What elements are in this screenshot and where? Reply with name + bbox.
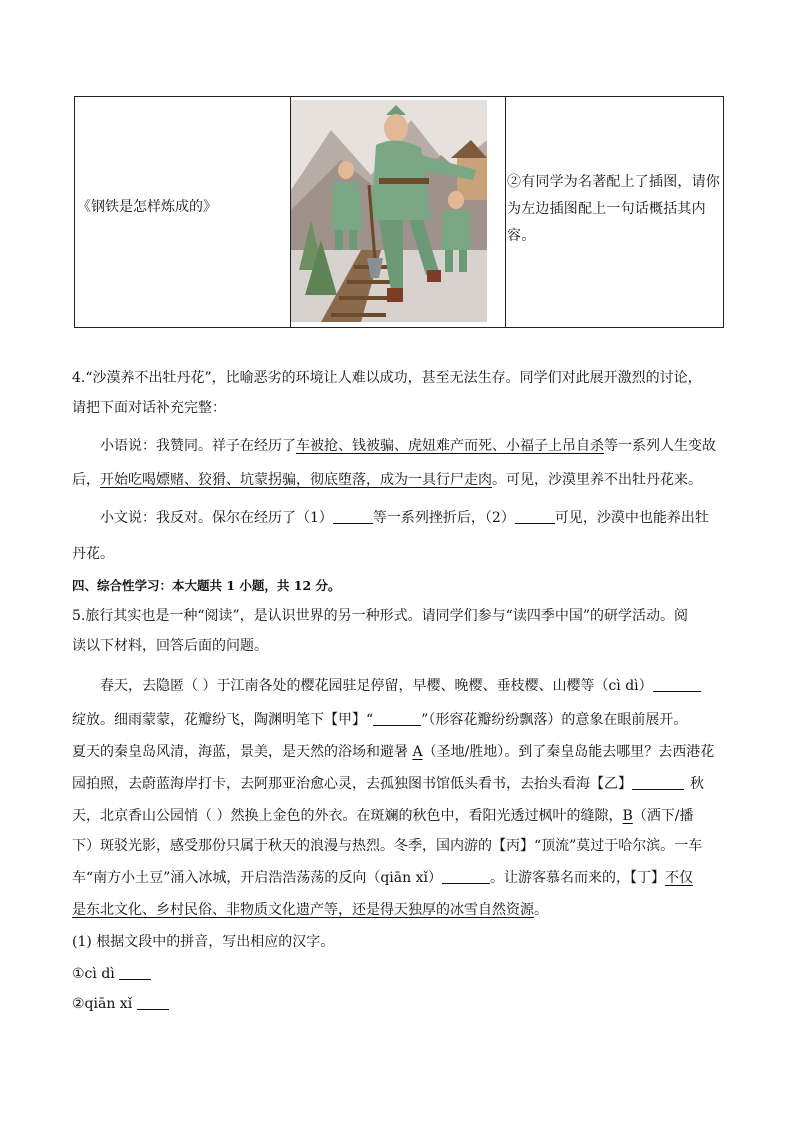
q4-line2: 请把下面对话补充完整： — [72, 400, 226, 416]
answer-blank[interactable] — [119, 965, 151, 980]
q4-line1: 4.“沙漠养不出牡丹花”，比喻恶劣的环境让人难以成功，甚至无法生存。同学们对此展开激烈的讨论， — [72, 370, 702, 386]
xiaowen-line1 — [100, 508, 724, 528]
text: 等一系列人生变故 — [604, 438, 716, 454]
section-heading: 四、综合性学习：本大题共 1 小题，共 12 分。 — [72, 578, 341, 593]
text: 车“南方小土豆”涌入冰城，开启浩浩荡荡的反向（qiān xǐ） — [72, 870, 442, 886]
passage-line — [72, 868, 724, 888]
book-title: 《钢铁是怎样炼成的》 — [77, 199, 217, 215]
answer-blank[interactable] — [333, 509, 373, 524]
xiaoyu-line2 — [72, 470, 724, 490]
text: 可见，沙漠中也能养出牡 — [554, 510, 709, 526]
text: 夏天的秦皇岛风清，海蓝，景美，是天然的浴场和避暑 — [72, 744, 413, 760]
answer-line-2 — [72, 994, 724, 1014]
passage-line — [72, 774, 724, 794]
novel-illustration-table — [74, 96, 724, 328]
table-divider — [505, 97, 506, 327]
text: 绽放。细雨蒙蒙，花瓣纷飞，陶渊明笔下【甲】“ — [72, 712, 374, 728]
subquestion-1: (1) 根据文段中的拼音，写出相应的汉字。 — [72, 934, 335, 950]
passage-line — [72, 710, 724, 730]
q5-line1: 5.旅行其实也是一种“阅读”，是认识世界的另一种形式。请同学们参与“读四季中国”的研学活动。阅 — [72, 608, 688, 624]
text: 。 — [534, 902, 548, 918]
xiaoyu-line1 — [100, 436, 724, 456]
answer-blank[interactable] — [632, 775, 684, 790]
text: 秋 — [690, 776, 704, 792]
prompt-line: 为左边插图配上一句话概括其内 — [507, 201, 706, 217]
answer-line-1 — [72, 964, 724, 984]
text: （洒下/播 — [632, 808, 694, 824]
text: 。可见，沙漠里养不出牡丹花来。 — [492, 472, 702, 488]
illustration-image — [291, 100, 487, 322]
text: 天，北京香山公园悄（ ）然换上金色的外衣。在斑斓的秋色中，看阳光透过枫叶的缝隙， — [72, 808, 623, 824]
xiaowen-line2: 丹花。 — [72, 546, 114, 562]
answer-blank[interactable] — [442, 869, 490, 884]
q5-line2: 读以下材料，回答后面的问题。 — [72, 638, 268, 654]
marker-b: B — [622, 808, 633, 824]
prompt-line: 容。 — [507, 228, 536, 244]
text: 等一系列挫折后，（2） — [372, 510, 515, 526]
passage-line — [72, 900, 724, 920]
text: 小语说：我赞同。祥子在经历了 — [100, 438, 296, 454]
text: 春天，去隐匿（ ）于江南各处的樱花园驻足停留，早樱、晚樱、垂枝樱、山樱等（cì dì） — [100, 678, 653, 694]
prompt-line: ②有同学为名著配上了插图，请你 — [507, 174, 720, 190]
text: 小文说：我反对。保尔在经历了（1） — [100, 510, 333, 526]
text: ②qiān xǐ — [72, 996, 137, 1012]
text: 园拍照，去蔚蓝海岸打卡，去阿那亚治愈心灵，去孤独图书馆低头看书，去抬头看海【乙】 — [72, 776, 632, 792]
passage-line: 下）斑驳光影，感受那份只属于秋天的浪漫与热烈。冬季，国内游的【丙】“顶流”莫过于哈尔滨。一车 — [72, 838, 703, 854]
text: （圣地/胜地）。到了秦皇岛能去哪里？去西港花 — [422, 744, 715, 760]
text: 后， — [72, 472, 100, 488]
passage-line — [72, 806, 724, 826]
answer-blank[interactable] — [653, 677, 701, 692]
passage-line — [100, 676, 724, 696]
underlined-text: 不仅 — [664, 870, 693, 886]
underlined-text: 是东北文化、乡村民俗、非物质文化遗产等，还是得天独厚的冰雪自然资源 — [72, 902, 534, 918]
text: ”（形容花瓣纷纷飘落）的意象在眼前展开。 — [421, 712, 688, 728]
answer-blank[interactable] — [137, 995, 169, 1010]
passage-line — [72, 742, 724, 762]
illustration-prompt — [507, 169, 723, 250]
underlined-text: 开始吃喝嫖赌、狡猾、坑蒙拐骗，彻底堕落，成为一具行尸走肉 — [100, 472, 492, 488]
marker-a: A — [412, 744, 423, 760]
text: ①cì dì — [72, 966, 120, 982]
text: 。让游客慕名而来的，【丁】 — [489, 870, 665, 886]
answer-blank[interactable] — [515, 509, 555, 524]
underlined-text: 车被抢、钱被骗、虎妞难产而死、小福子上吊自杀 — [296, 438, 604, 454]
answer-blank[interactable] — [373, 711, 421, 726]
